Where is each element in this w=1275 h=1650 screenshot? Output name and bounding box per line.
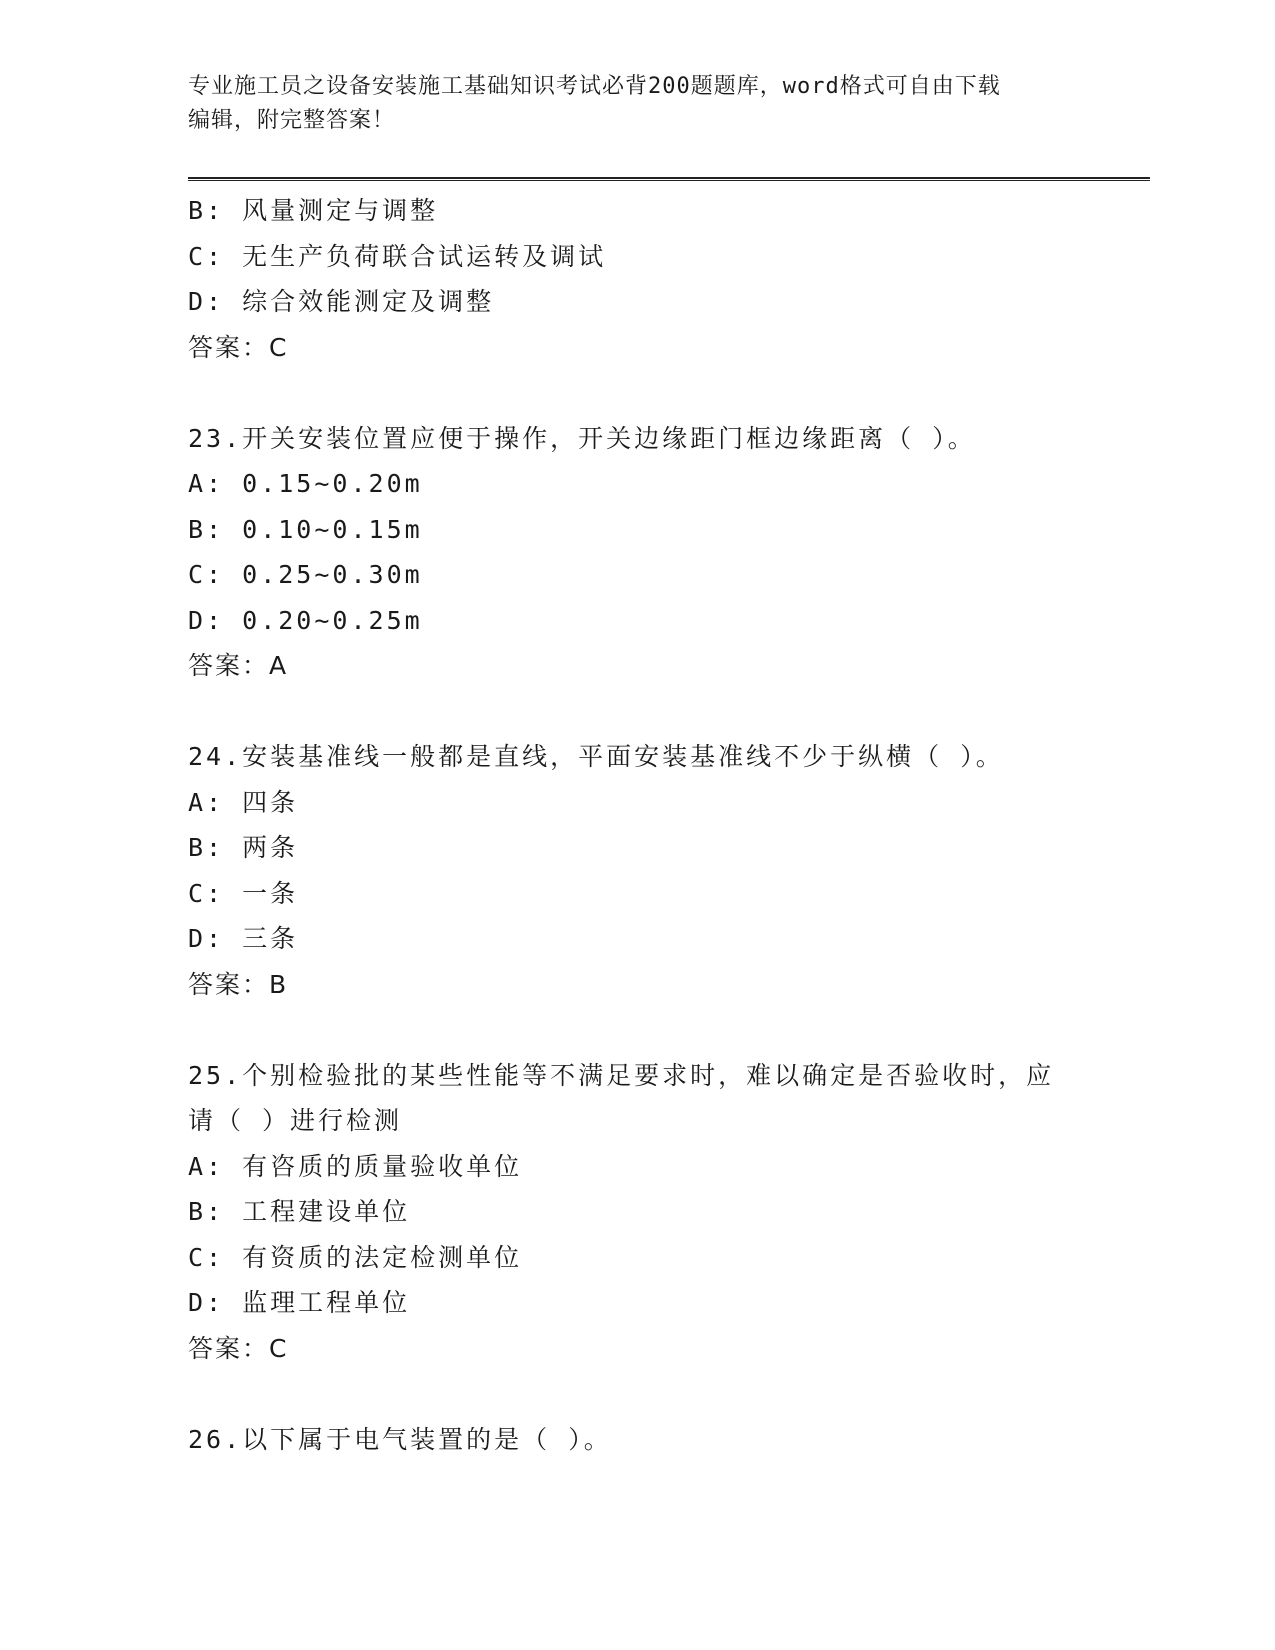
option-b: B: 工程建设单位	[188, 1197, 411, 1226]
question-text-line-1: 25.个别检验批的某些性能等不满足要求时，难以确定是否验收时，应	[188, 1060, 1055, 1090]
option-d: D: 0.20~0.25m	[188, 605, 423, 635]
option-c: C: 有资质的法定检测单位	[188, 1242, 523, 1272]
question-24-block	[188, 734, 1138, 1007]
question-text: 26.以下属于电气装置的是（ ）。	[188, 1424, 612, 1454]
option-c: C: 无生产负荷联合试运转及调试	[188, 241, 607, 271]
option-a: A: 有咨质的质量验收单位	[188, 1151, 523, 1181]
question-text: 23.开关安装位置应便于操作，开关边缘距门框边缘距离（ ）。	[188, 423, 976, 453]
spacer	[188, 1007, 1138, 1053]
answer-line: 答案：C	[188, 332, 289, 362]
answer-line: 答案：B	[188, 969, 289, 999]
option-c: C: 0.25~0.30m	[188, 560, 423, 589]
question-23-block	[188, 416, 1138, 689]
question-26-block	[188, 1417, 1138, 1463]
option-d: D: 综合效能测定及调整	[188, 287, 495, 316]
option-a: A: 四条	[188, 787, 299, 817]
header-title-line-1: 专业施工员之设备安装施工基础知识考试必背200题题库，word格式可自由下载	[188, 74, 1001, 99]
answer-line: 答案：C	[188, 1333, 289, 1363]
question-text-line-2: 请（ ）进行检测	[188, 1106, 403, 1135]
option-d: D: 监理工程单位	[188, 1288, 411, 1317]
spacer	[188, 689, 1138, 735]
document-header	[188, 70, 1088, 138]
question-25-block	[188, 1053, 1138, 1372]
spacer	[188, 1371, 1138, 1417]
question-list	[188, 188, 1138, 1462]
header-divider	[188, 177, 1150, 181]
option-a: A: 0.15~0.20m	[188, 469, 423, 498]
option-b: B: 0.10~0.15m	[188, 514, 423, 544]
option-b: B: 风量测定与调整	[188, 196, 439, 225]
option-b: B: 两条	[188, 833, 299, 862]
spacer	[188, 370, 1138, 416]
answer-line: 答案：A	[188, 651, 289, 680]
option-d: D: 三条	[188, 924, 299, 953]
question-22-block	[188, 188, 1138, 370]
header-title-line-2: 编辑，附完整答案！	[188, 108, 396, 133]
question-text: 24.安装基准线一般都是直线，平面安装基准线不少于纵横（ ）。	[188, 742, 1004, 771]
option-c: C: 一条	[188, 878, 299, 908]
